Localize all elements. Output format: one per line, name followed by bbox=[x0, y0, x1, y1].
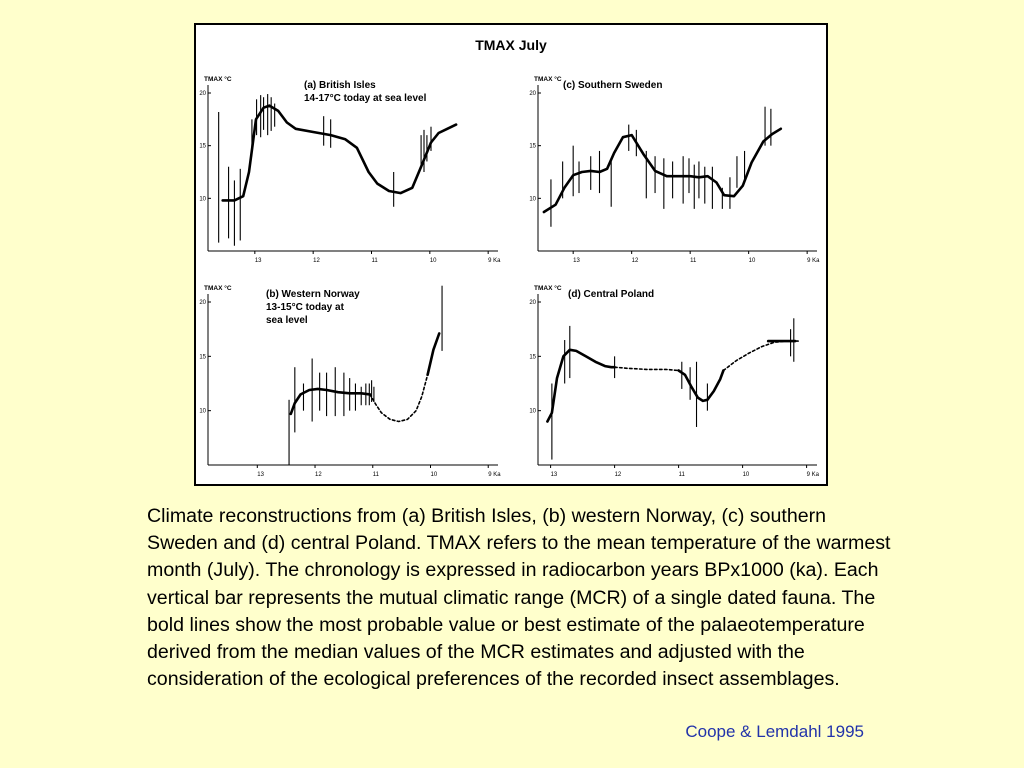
y-tick-label-d-2: 10 bbox=[529, 408, 536, 415]
estimate-curve-b-0 bbox=[291, 389, 370, 414]
x-tick-label-c-0: 13 bbox=[573, 258, 580, 264]
y-tick-label-b-0: 20 bbox=[199, 300, 206, 306]
panel-label-c: (c) Southern Sweden bbox=[563, 80, 663, 91]
estimate-curve-d-2 bbox=[679, 371, 724, 401]
panel-sublabel-b-0: 13-15°C today at bbox=[266, 302, 344, 313]
x-tick-label-c-3: 10 bbox=[748, 258, 756, 264]
x-tick-label-a-3: 10 bbox=[429, 258, 437, 264]
chart-title: TMAX July bbox=[475, 37, 547, 53]
y-tick-label-c-0: 20 bbox=[529, 91, 536, 97]
figure-caption: Climate reconstructions from (a) British Isles, (b) western Norway, (c) southern Sweden and (d) central Poland. TMAX refers to the mean temperature of the warmest month (July). The chronology is expressed in radiocarbon years BPx1000 (ka). Each vertical bar represents the mutual climatic range (MCR) of a single dated fauna. The bold lines show the most probable value or best estimate of the palaeotemperature derived from the median values of the MCR estimates and adjusted with the consideration of the ecological preferences of the recorded insect assemblages. bbox=[147, 505, 891, 691]
y-axis-label-b: TMAX °C bbox=[204, 285, 232, 292]
estimate-curve-d-1 bbox=[615, 367, 679, 370]
citation-text: Coope & Lemdahl 1995 bbox=[685, 722, 864, 741]
x-tick-label-c-2: 11 bbox=[690, 258, 697, 264]
y-tick-label-a-2: 10 bbox=[199, 196, 206, 203]
y-axis-label-a: TMAX °C bbox=[204, 76, 232, 83]
x-tick-label-b-3: 10 bbox=[430, 472, 438, 478]
x-tick-label-a-0: 13 bbox=[254, 258, 262, 264]
estimate-curve-b-1 bbox=[370, 375, 428, 422]
panel-label-b: (b) Western Norway bbox=[266, 289, 360, 300]
x-tick-label-d-1: 12 bbox=[614, 472, 622, 478]
x-tick-label-c-1: 12 bbox=[631, 258, 639, 264]
estimate-curve-d-0 bbox=[547, 350, 614, 422]
y-axis-label-c: TMAX °C bbox=[534, 76, 562, 83]
y-tick-label-a-0: 20 bbox=[199, 91, 206, 97]
x-tick-label-b-4: 9 Ka bbox=[488, 472, 501, 478]
x-tick-label-a-1: 12 bbox=[313, 258, 320, 264]
x-tick-label-a-2: 11 bbox=[371, 258, 378, 264]
panel-sublabel-b-1: sea level bbox=[266, 315, 308, 326]
y-tick-label-d-0: 20 bbox=[529, 300, 536, 306]
x-tick-label-a-4: 9 Ka bbox=[488, 258, 501, 264]
x-tick-label-b-2: 11 bbox=[372, 472, 379, 478]
estimate-curve-d-3 bbox=[723, 341, 800, 370]
y-tick-label-a-1: 15 bbox=[199, 143, 206, 150]
estimate-curve-b-2 bbox=[428, 334, 440, 375]
tmax-chart bbox=[196, 25, 826, 484]
y-tick-label-b-1: 15 bbox=[199, 354, 206, 361]
x-tick-label-d-3: 10 bbox=[742, 472, 750, 478]
x-tick-label-d-2: 11 bbox=[678, 472, 685, 478]
x-tick-label-d-0: 13 bbox=[550, 472, 558, 478]
y-tick-label-c-1: 15 bbox=[529, 143, 536, 150]
x-tick-label-d-4: 9 Ka bbox=[806, 472, 819, 478]
x-tick-label-b-1: 12 bbox=[315, 472, 322, 478]
panel-label-a: (a) British Isles bbox=[304, 80, 376, 91]
panel-label-d: (d) Central Poland bbox=[568, 289, 655, 300]
y-tick-label-b-2: 10 bbox=[199, 408, 206, 415]
x-tick-label-b-0: 13 bbox=[257, 472, 264, 478]
y-tick-label-d-1: 15 bbox=[529, 354, 536, 361]
panel-sublabel-a-0: 14-17°C today at sea level bbox=[304, 93, 427, 104]
y-tick-label-c-2: 10 bbox=[529, 196, 536, 203]
x-tick-label-c-4: 9 Ka bbox=[807, 258, 820, 264]
figure-panel bbox=[194, 23, 828, 486]
y-axis-label-d: TMAX °C bbox=[534, 285, 562, 292]
